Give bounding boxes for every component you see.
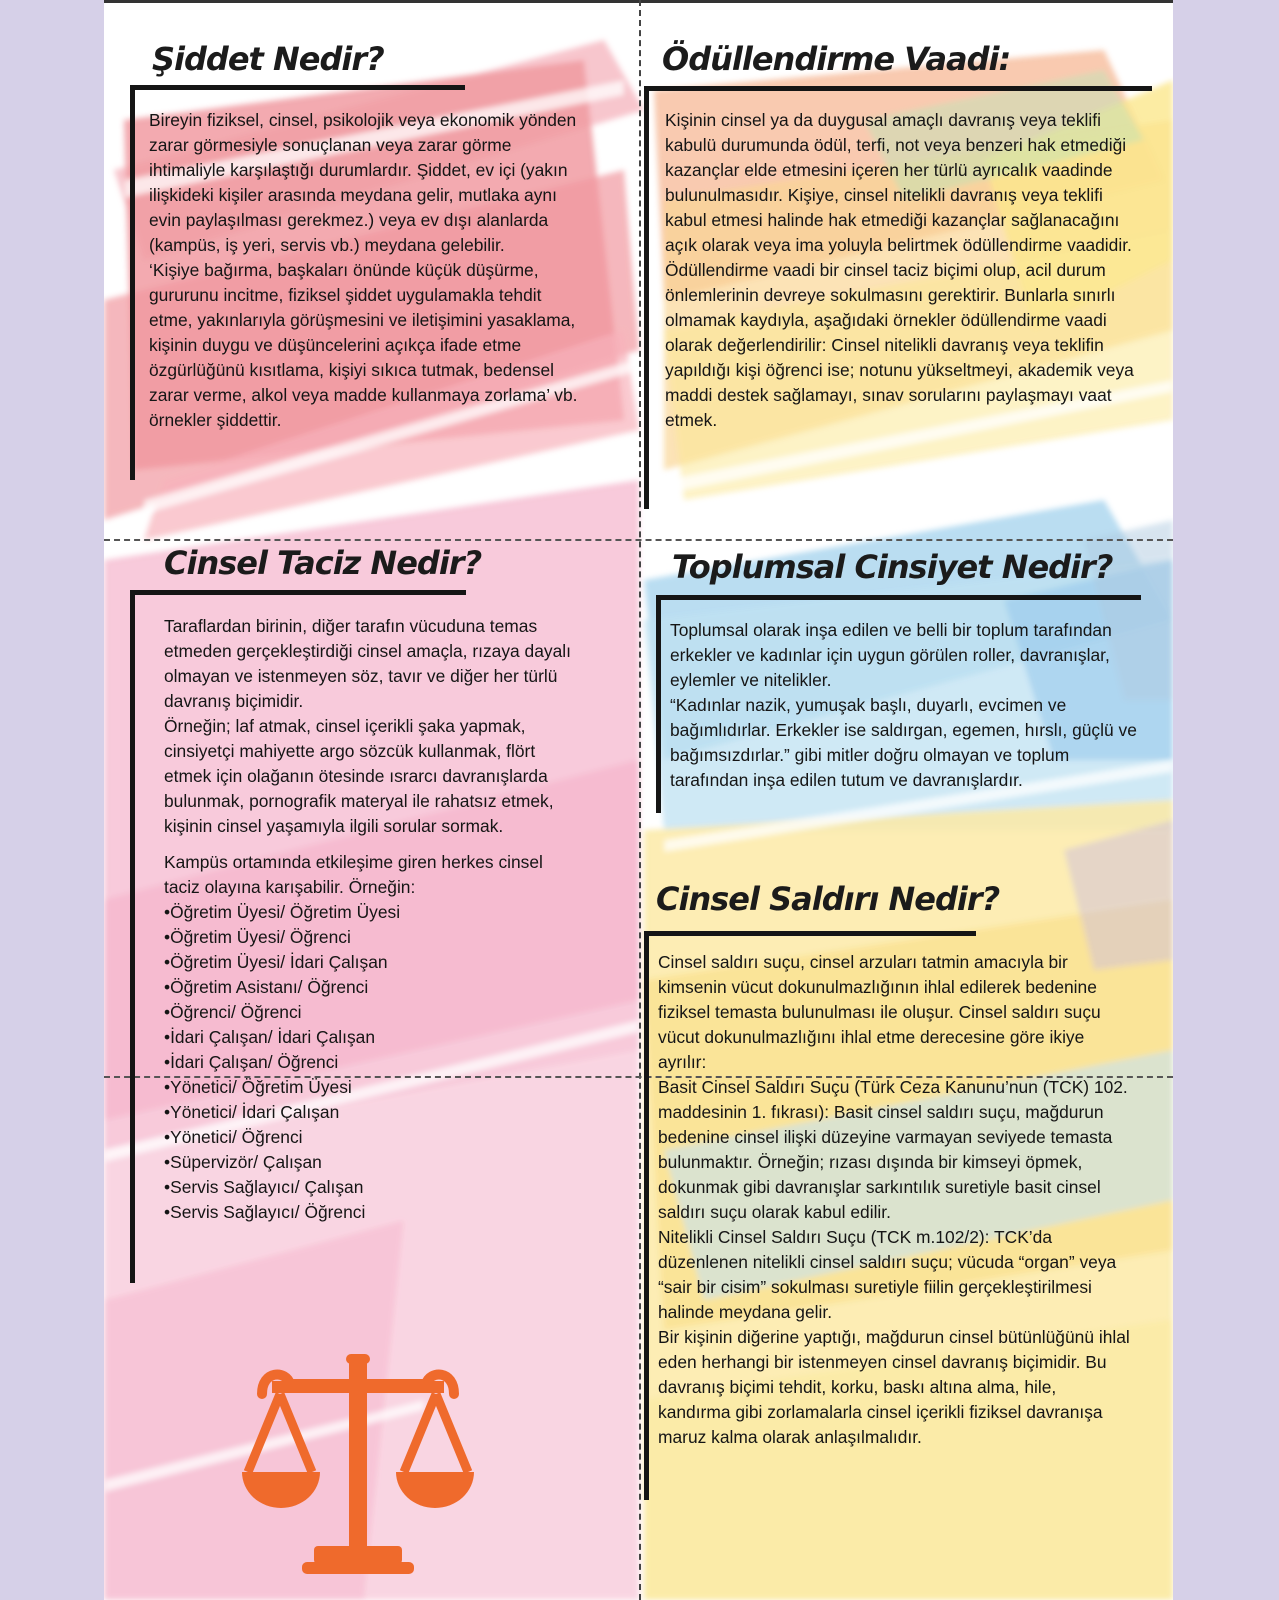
toplumsal-title: Toplumsal Cinsiyet Nedir? <box>672 548 1113 586</box>
saldiri-title-underline <box>644 931 976 936</box>
saldiri-paragraph: Cinsel saldırı suçu, cinsel arzuları tatmin amacıyla bir kimsenin vücut dokunulmazlığının ihlal edilerek bedenine fiziksel temasta bulunulması ile oluşur. Cinsel saldırı suçu vücut dokunulmazlığını ihlal etme derecesine göre ikiye ayrılır: <box>658 952 1101 1072</box>
list-item: • Öğrenci/ Öğrenci <box>164 1000 574 1025</box>
toplumsal-paragraph: “Kadınlar nazik, yumuşak başlı, duyarlı, evcimen ve bağımlıdırlar. Erkekler ise saldırgan, egemen, hırslı, güçlü ve bağımsızdırlar.” gibi mitler doğru olmayan ve toplum tarafından inşa edilen tutum ve davranışlardır. <box>670 695 1137 790</box>
list-item: • Öğretim Üyesi/ Öğrenci <box>164 925 574 950</box>
siddet-paragraph: Bireyin fiziksel, cinsel, psikolojik veya ekonomik yönden zarar görmesiyle sonuçlanan veya zarar görme ihtimaliyle karşılaştığı durumlardır. Şiddet, ev içi (yakın ilişkideki kişiler arasında meydana gelir, mutlaka aynı evin paylaşılması gerekmez.) veya ev dışı alanlarda (kampüs, iş yeri, servis vb.) meydana gelebilir. <box>149 110 577 255</box>
toplumsal-side-bar <box>656 598 661 813</box>
siddet-paragraph: ‘Kişiye bağırma, başkaları önünde küçük düşürme, gururunu incitme, fiziksel şiddet uygulamakla tehdit etme, yakınlarıyla görüşmesini ve iletişimini yasaklama, kişinin duygu ve düşüncelerini açıkça ifade etme özgürlüğünü kısıtlama, kişiyi sıkıca tutmak, bedensel zarar verme, alkol veya madde kullanmaya zorlama’ vb. örnekler şiddettir. <box>149 260 578 430</box>
saldiri-title: Cinsel Saldırı Nedir? <box>656 880 1000 918</box>
toplumsal-paragraph: Toplumsal olarak inşa edilen ve belli bir toplum tarafından erkekler ve kadınlar için uygun görülen roller, davranışlar, eylemler ve nitelikler. <box>670 620 1112 690</box>
odul-title: Ödüllendirme Vaadi: <box>662 40 1011 78</box>
list-item: • Süpervizör/ Çalışan <box>164 1150 574 1175</box>
list-item: • İdari Çalışan/ İdari Çalışan <box>164 1025 574 1050</box>
siddet-title-underline <box>130 85 465 90</box>
saldiri-side-bar <box>644 934 649 1500</box>
odul-title-underline <box>644 86 1152 91</box>
taciz-body <box>164 614 574 1225</box>
list-item: • Öğretim Üyesi/ İdari Çalışan <box>164 950 574 975</box>
list-item: • Servis Sağlayıcı/ Öğrenci <box>164 1200 574 1225</box>
taciz-side-bar <box>130 593 135 1283</box>
odul-side-bar <box>644 89 649 509</box>
taciz-title-underline <box>130 590 466 595</box>
taciz-paragraph: Örneğin; laf atmak, cinsel içerikli şaka yapmak, cinsiyetçi mahiyette argo sözcük kullanmak, flört etmek için olağanın ötesinde ısrarcı davranışlarda bulunmak, pornografik materyal ile rahatsız etmek, kişinin cinsel yaşamıyla ilgili sorular sormak. <box>164 716 554 836</box>
balance-scale-icon <box>242 1350 474 1580</box>
taciz-paragraph: Kampüs ortamında etkileşime giren herkes cinsel taciz olayına karışabilir. Örneğin: <box>164 852 543 897</box>
toplumsal-title-underline <box>656 595 1141 600</box>
vertical-fold-line <box>639 0 641 1600</box>
saldiri-paragraph: Nitelikli Cinsel Saldırı Suçu (TCK m.102/2): TCK’da düzenlenen nitelikli cinsel saldırı suçu; vücuda “organ” veya “sair bir cisim” sokulması suretiyle fiilin gerçekleştirilmesi halinde meydana gelir. <box>658 1227 1117 1322</box>
toplumsal-body <box>670 618 1140 793</box>
siddet-side-bar <box>130 88 135 480</box>
siddet-body <box>149 108 589 433</box>
list-item: • Yönetici/ Öğretim Üyesi <box>164 1075 574 1100</box>
taciz-paragraph: Taraflardan birinin, diğer tarafın vücuduna temas etmeden gerçekleştirdiği cinsel amaçla, rızaya dayalı olmayan ve istenmeyen söz, tavır ve diğer her türlü davranış biçimidir. <box>164 616 571 711</box>
list-item: • Öğretim Asistanı/ Öğrenci <box>164 975 574 1000</box>
list-item: • İdari Çalışan/ Öğrenci <box>164 1050 574 1075</box>
siddet-title: Şiddet Nedir? <box>152 40 384 78</box>
odul-body <box>665 108 1135 433</box>
horizontal-fold-line-top <box>104 539 1173 541</box>
poster-sheet <box>104 0 1173 1600</box>
taciz-title: Cinsel Taciz Nedir? <box>164 544 482 582</box>
saldiri-body <box>658 950 1133 1450</box>
taciz-role-list <box>164 900 574 1225</box>
list-item: • Öğretim Üyesi/ Öğretim Üyesi <box>164 900 574 925</box>
saldiri-paragraph: Bir kişinin diğerine yaptığı, mağdurun cinsel bütünlüğünü ihlal eden herhangi bir istenmeyen cinsel davranış biçimidir. Bu davranış biçimi tehdit, korku, baskı altına alma, hile, kandırma gibi zorlamalarla cinsel içerikli fiziksel davranışa maruz kalma olarak anlaşılmalıdır. <box>658 1327 1130 1447</box>
saldiri-paragraph: Basit Cinsel Saldırı Suçu (Türk Ceza Kanunu’nun (TCK) 102. maddesinin 1. fıkrası): Basit cinsel saldırı suçu, mağdurun bedenine cinsel ilişki düzeyine varmayan seviyede temasta bulunmaktır. Örneğin; rızası dışında bir kimseyi öpmek, dokunmak gibi davranışlar sarkıntılık suretiyle basit cinsel saldırı suçu olarak kabul edilir. <box>658 1077 1128 1222</box>
odul-paragraph: Kişinin cinsel ya da duygusal amaçlı davranış veya teklifi kabulü durumunda ödül, terfi, not veya benzeri hak etmediği kazançlar elde etmesini içeren her türlü ayrıcalık vaadinde bulunulmasıdır. Kişiye, cinsel nitelikli davranış veya teklifi kabul etmesi halinde hak etmediği kazançlar sağlanacağını açık olarak veya ima yoluyla belirtmek ödüllendirme vaadidir. Ödüllendirme vaadi bir cinsel taciz biçimi olup, acil durum önlemlerinin devreye sokulmasını gerektirir. Bunlarla sınırlı olmamak kaydıyla, aşağıdaki örnekler ödüllendirme vaadi olarak değerlendirilir: Cinsel nitelikli davranış veya teklifin yapıldığı kişi öğrenci ise; notunu yükseltmeyi, akademik veya maddi destek sağlamayı, sınav sorularını paylaşmayı vaat etmek. <box>665 110 1134 430</box>
list-item: • Yönetici/ Öğrenci <box>164 1125 574 1150</box>
list-item: • Yönetici/ İdari Çalışan <box>164 1100 574 1125</box>
list-item: • Servis Sağlayıcı/ Çalışan <box>164 1175 574 1200</box>
